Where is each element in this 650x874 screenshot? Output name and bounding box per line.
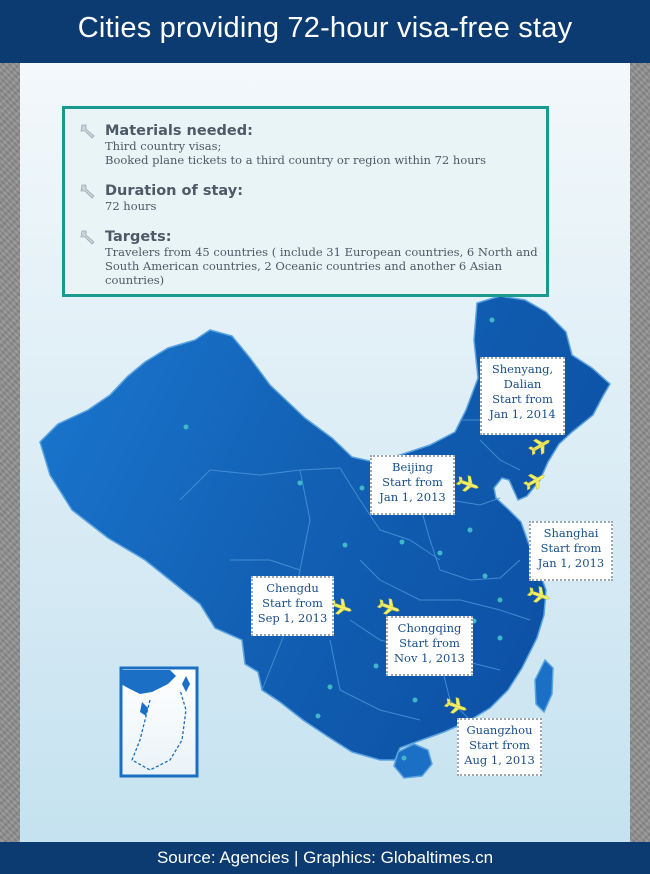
duration-heading: Duration of stay: [105, 183, 243, 199]
city-start-label: Start from [382, 475, 443, 489]
duration-section [79, 183, 539, 213]
city-name: Shanghai [543, 526, 599, 540]
south-china-sea-inset [121, 668, 197, 776]
city-name: Guangzhou [466, 723, 533, 737]
city-dot-icon [438, 551, 443, 556]
targets-line-3: countries) [105, 273, 165, 287]
city-dot-icon [483, 574, 488, 579]
city-date: Jan 1, 2013 [379, 490, 446, 504]
city-name: Chongqing [397, 621, 462, 635]
city-label-beijing [370, 455, 455, 515]
city-dot-icon [498, 598, 503, 603]
footer-bar [0, 842, 650, 874]
city-dot-icon [298, 481, 303, 486]
page-title: Cities providing 72-hour visa-free stay [77, 12, 573, 44]
city-dot-icon [374, 664, 379, 669]
targets-section [79, 229, 539, 287]
city-date: Nov 1, 2013 [393, 651, 466, 665]
city-dot-icon [490, 318, 495, 323]
city-name: Shenyang, [491, 362, 554, 376]
targets-heading: Targets: [105, 229, 172, 245]
city-start-label: Start from [262, 596, 323, 610]
city-dot-icon [402, 756, 407, 761]
materials-line-2: Booked plane tickets to a third country or region within 72 hours [105, 153, 487, 167]
city-start-label: Start from [540, 541, 602, 555]
city-dot-icon [316, 714, 321, 719]
city-dot-icon [498, 636, 503, 641]
city-name: Chengdu [266, 581, 319, 595]
targets-line-1: Travelers from 45 countries ( include 31 European countries, 6 North and [105, 245, 538, 259]
city-name-2: Dalian [503, 377, 542, 391]
pin-icon [79, 229, 97, 247]
city-label-guangzhou [457, 718, 542, 776]
duration-line-1: 72 hours [105, 199, 157, 213]
city-start-label: Start from [492, 392, 553, 406]
city-start-label: Start from [469, 738, 530, 752]
city-dot-icon [360, 486, 365, 491]
city-label-shenyang-dalian [480, 357, 565, 435]
city-label-chongqing [386, 616, 473, 676]
city-dot-icon [413, 698, 418, 703]
taiwan-island [535, 660, 553, 712]
city-label-chengdu [251, 576, 334, 636]
info-box [62, 106, 549, 297]
targets-line-2: South American countries, 2 Oceanic countries and another 6 Asian [105, 259, 503, 273]
city-start-label: Start from [399, 636, 460, 650]
pin-icon [79, 123, 97, 141]
materials-heading: Materials needed: [105, 123, 253, 139]
city-date: Aug 1, 2013 [464, 753, 535, 767]
city-date: Sep 1, 2013 [257, 611, 328, 625]
source-credit: Source: Agencies | Graphics: Globaltimes.cn [156, 848, 494, 867]
city-dot-icon [400, 540, 405, 545]
city-date: Jan 1, 2014 [489, 407, 556, 421]
city-name: Beijing [392, 460, 433, 474]
city-dot-icon [343, 543, 348, 548]
materials-section [79, 123, 539, 167]
city-dot-icon [328, 685, 333, 690]
city-label-shanghai [529, 521, 613, 581]
materials-line-1: Third country visas; [105, 139, 222, 153]
city-dot-icon [184, 425, 189, 430]
pin-icon [79, 183, 97, 201]
city-date: Jan 1, 2013 [537, 556, 605, 570]
city-dot-icon [468, 528, 473, 533]
